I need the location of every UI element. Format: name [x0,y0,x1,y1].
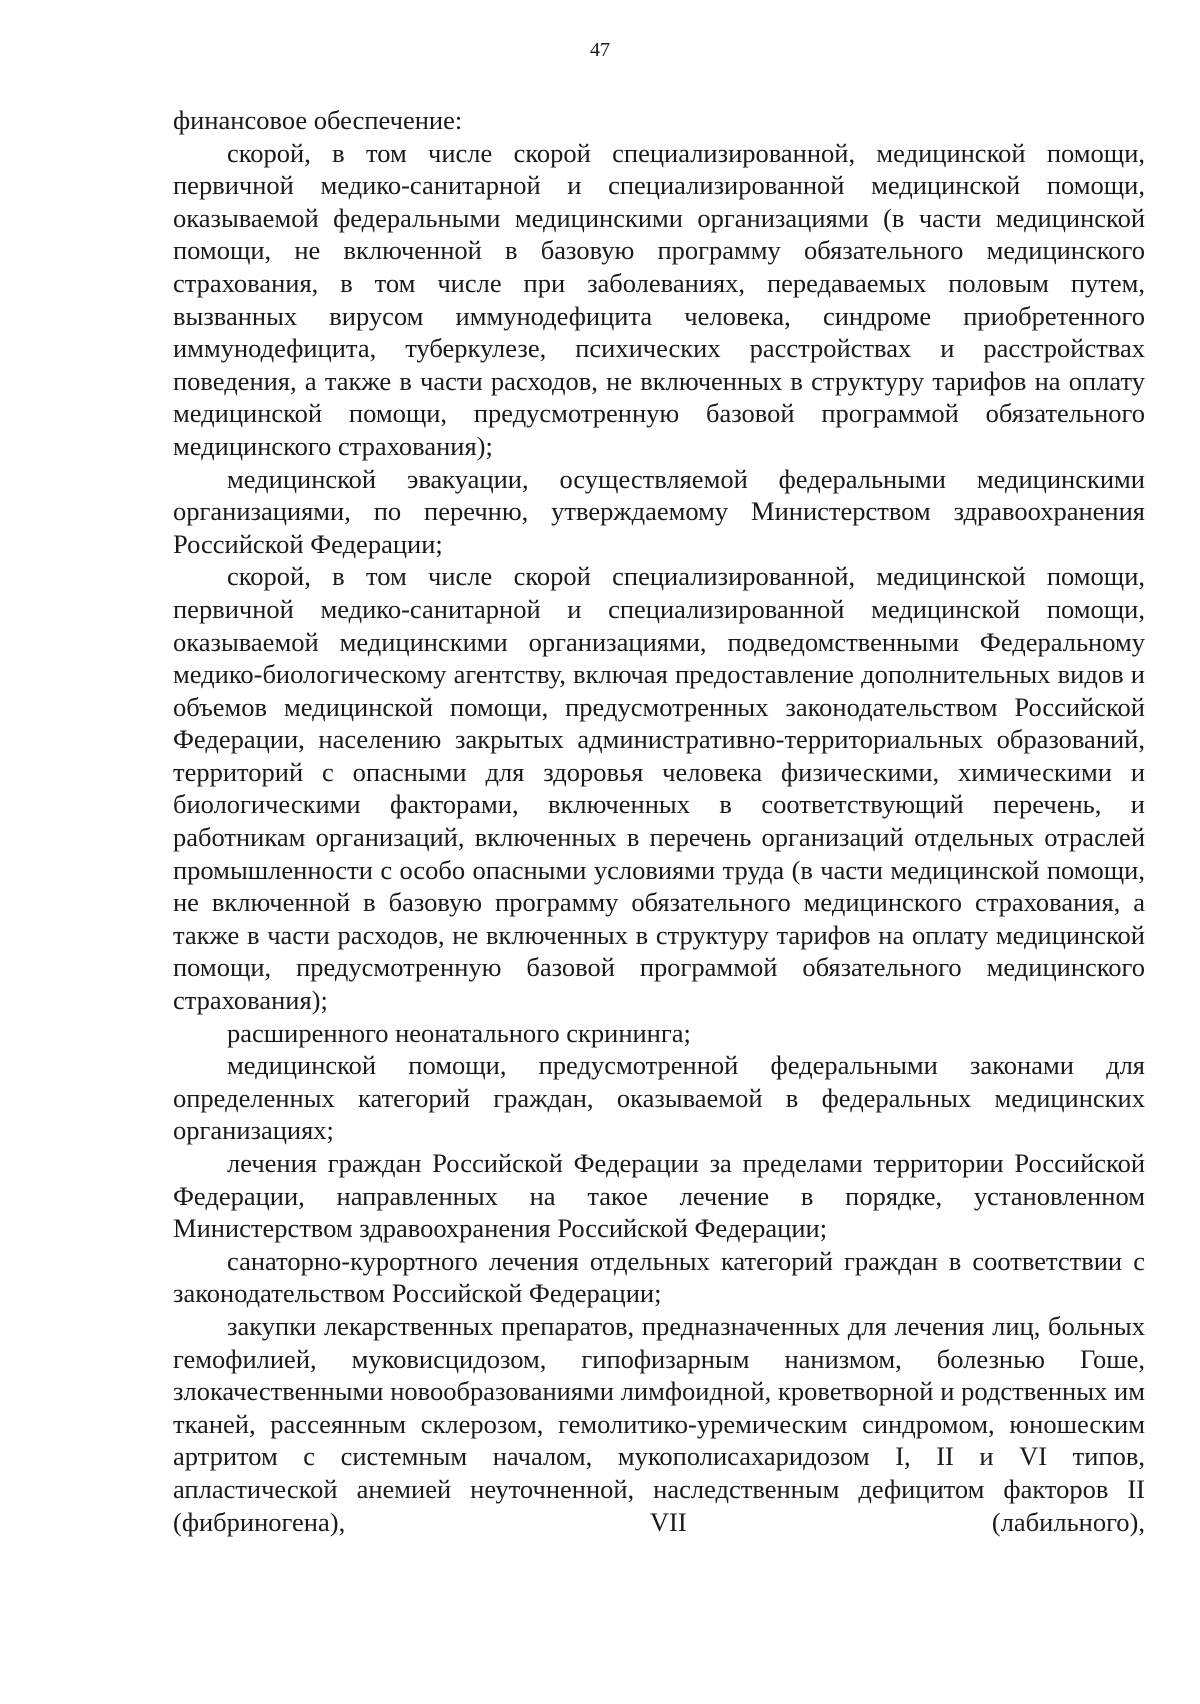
paragraph-emergency-care-federal: скорой, в том числе скорой специализированной, медицинской помощи, первичной медико-санитарной и специализированной медицинской помощи, оказываемой федеральными медицинскими организациями (в части медицинской помощи, не включенной в базовую программу обязательного медицинского страхования, в том числе при заболеваниях, передаваемых половым путем, вызванных вирусом иммунодефицита человека, синдроме приобретенного иммунодефицита, туберкулезе, психических расстройствах и расстройствах поведения, а также в части расходов, не включенных в структуру тарифов на оплату медицинской помощи, предусмотренную базовой программой обязательного медицинского страхования); [173,137,1145,461]
paragraph-treatment-abroad: лечения граждан Российской Федерации за пределами территории Российской Федерации, направленных на такое лечение в порядке, установленном Министерством здравоохранения Российской Федерации; [173,1148,1145,1244]
paragraph-neonatal-screening: расширенного неонатального скрининга; [227,1017,691,1048]
paragraph-medical-evacuation: медицинской эвакуации, осуществляемой федеральными медицинскими организациями, по перечню, утверждаемому Министерством здравоохранения Российской Федерации; [173,463,1145,559]
paragraph-sanatorium-treatment: санаторно-курортного лечения отдельных категорий граждан в соответствии с законодательством Российской Федерации; [173,1245,1145,1309]
paragraph-emergency-care-fmba: скорой, в том числе скорой специализированной, медицинской помощи, первичной медико-санитарной и специализированной медицинской помощи, оказываемой медицинскими организациями, подведомственными Федеральному медико-биологическому агентству, включая предоставление дополнительных видов и объемов медицинской помощи, предусмотренных законодательством Российской Федерации, населению закрытых административно-территориальных образований, территорий с опасными для здоровья человека физическими, химическими и биологическими факторами, включенных в соответствующий перечень, и работникам организаций, включенных в перечень организаций отдельных отраслей промышленности с особо опасными условиями труда (в части медицинской помощи, не включенной в базовую программу обязательного медицинского страхования, а также в части расходов, не включенных в структуру тарифов на оплату медицинской помощи, предусмотренную базовой программой обязательного медицинского страхования); [173,561,1145,1016]
page-number: 47 [590,39,610,61]
document-body [173,104,1145,1538]
paragraph-financial-support-intro: финансовое обеспечение: [173,105,463,135]
paragraph-drug-procurement: закупки лекарственных препаратов, предназначенных для лечения лиц, больных гемофилией, муковисцидозом, гипофизарным нанизмом, болезнью Гоше, злокачественными новообразованиями лимфоидной, кроветворной и родственных им тканей, рассеянным склерозом, гемолитико-уремическим синдромом, юношеским артритом с системным началом, мукополисахаридозом I, II и VI типов, апластической анемией неуточненной, наследственным дефицитом факторов II (фибриногена), VII (лабильного), [173,1310,1145,1537]
paragraph-federal-law-care: медицинской помощи, предусмотренной федеральными законами для определенных категорий граждан, оказываемой в федеральных медицинских организациях; [173,1050,1145,1146]
